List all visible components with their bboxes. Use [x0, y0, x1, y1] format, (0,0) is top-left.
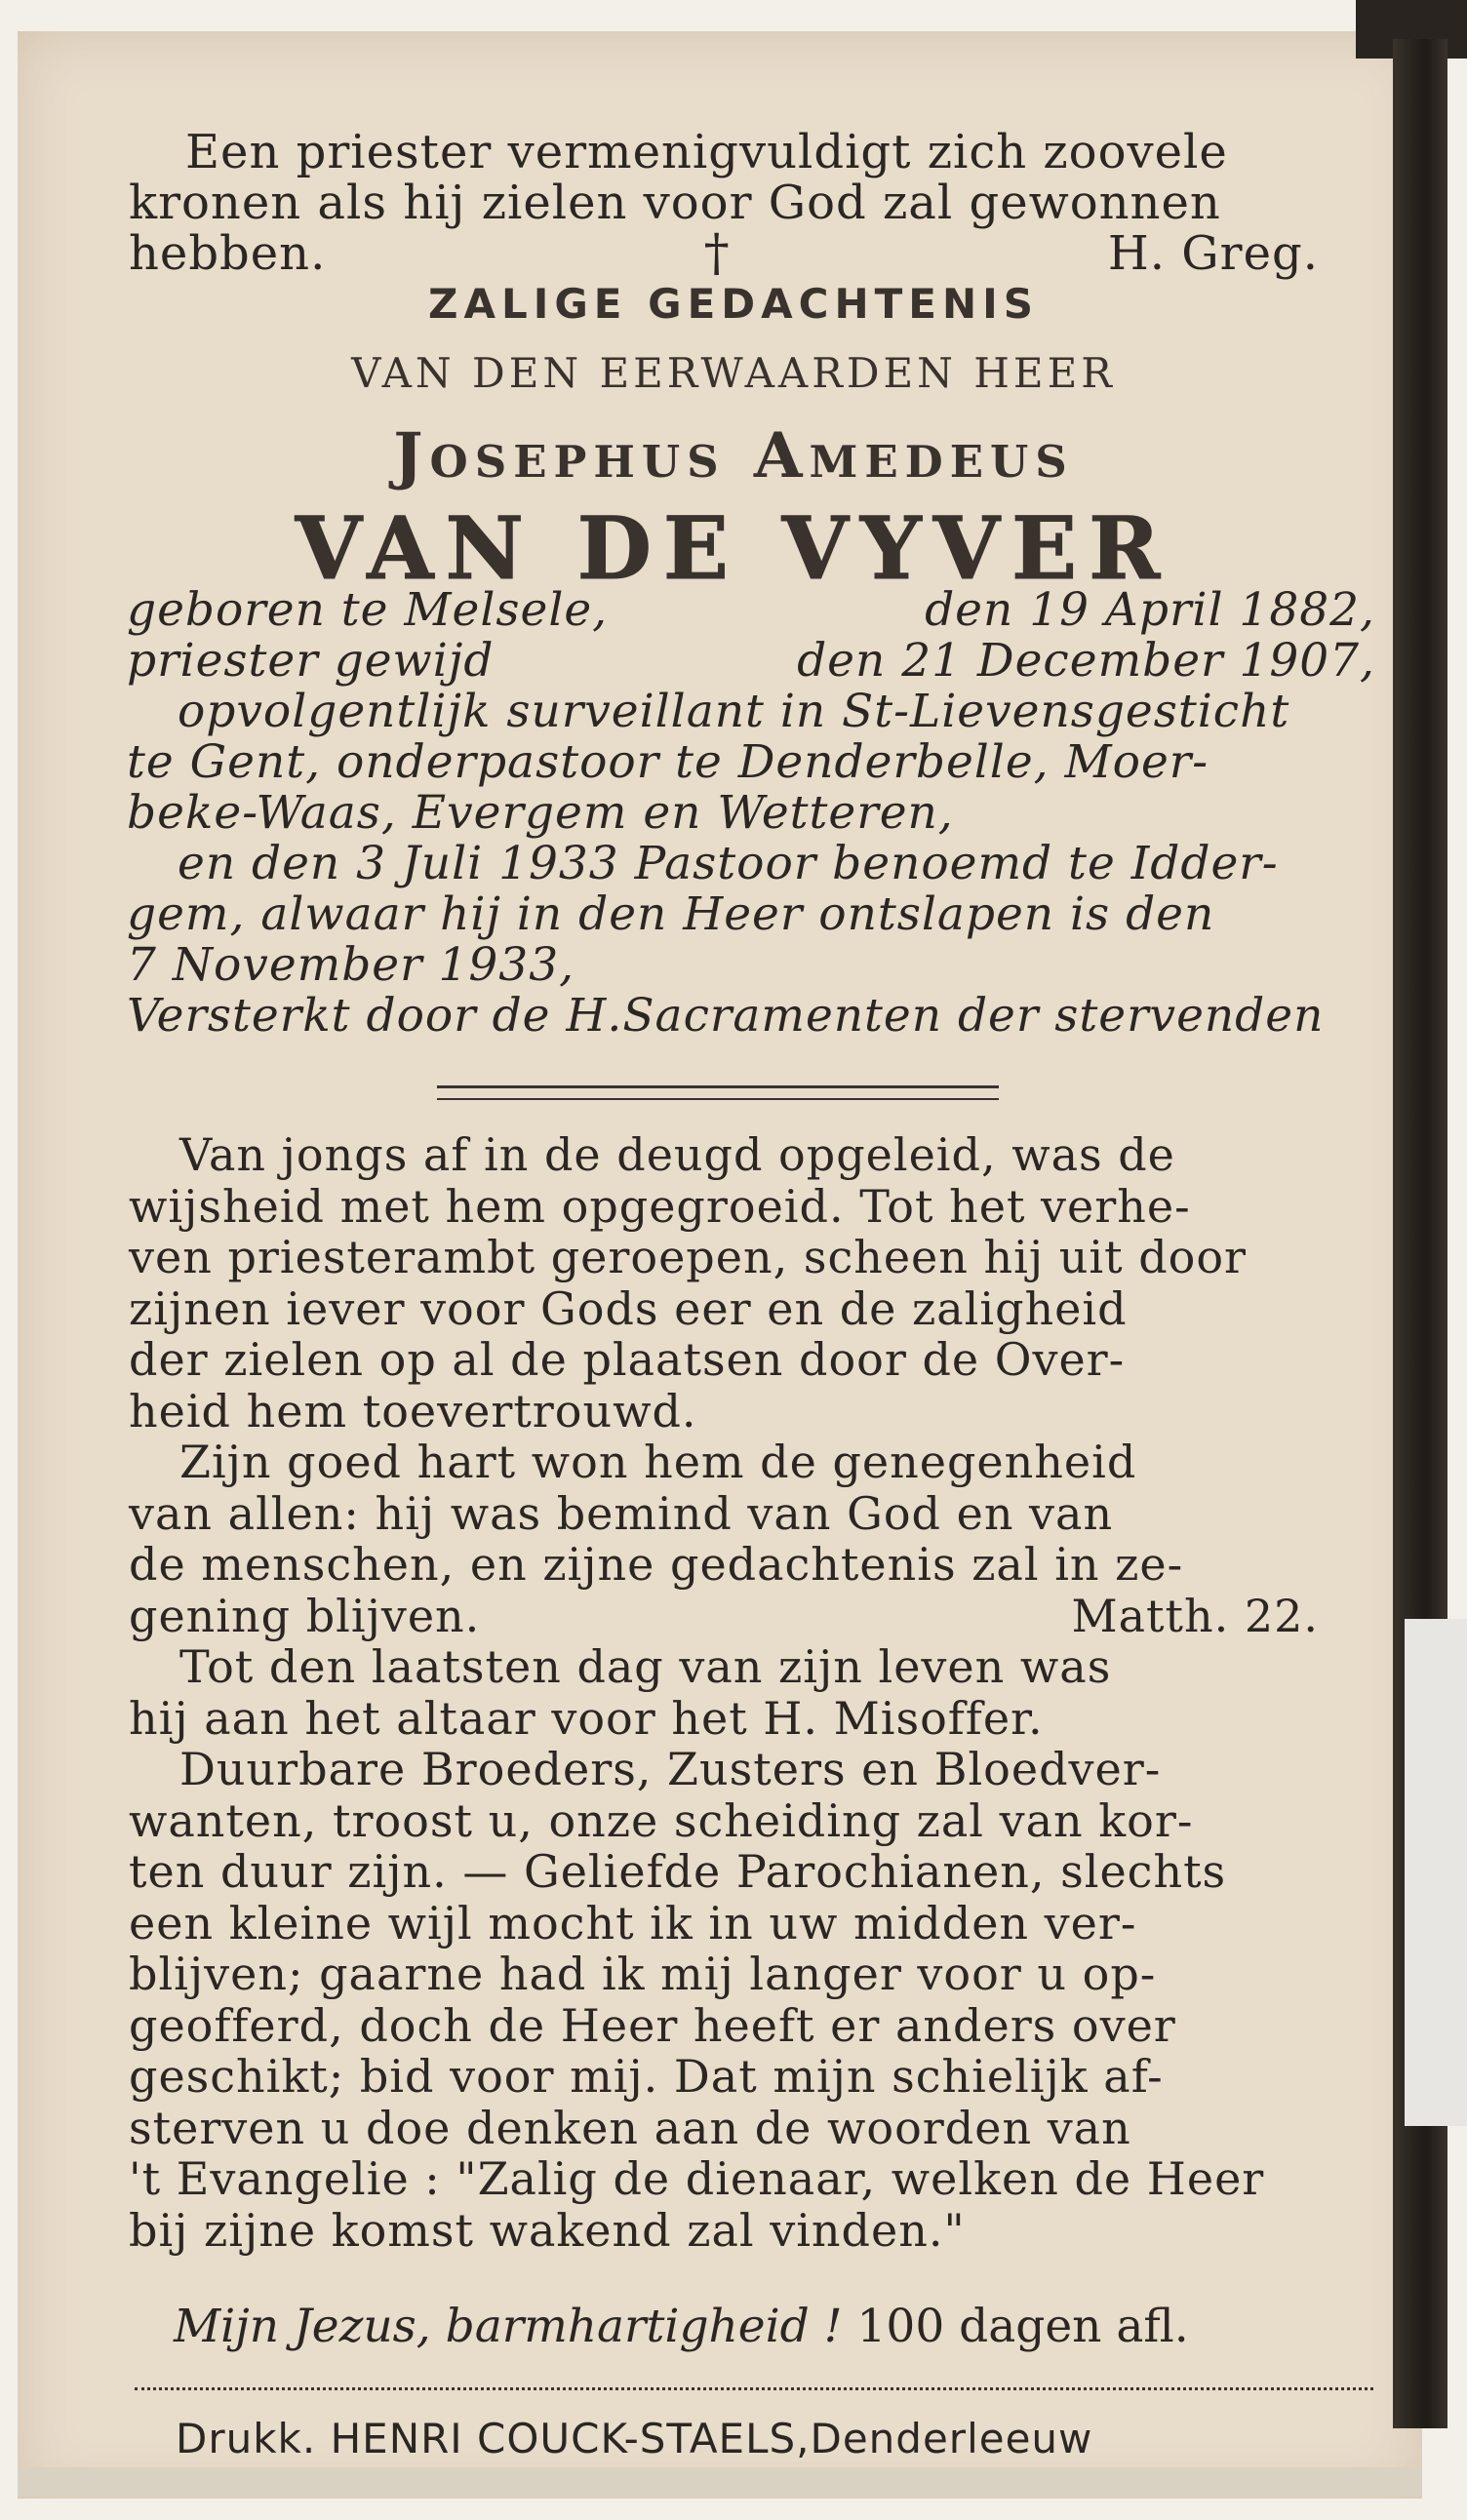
- ordination-label: priester gewijd: [127, 634, 495, 688]
- bio-line: 7 November 1933,: [127, 938, 575, 992]
- ordination-date: den 21 December 1907,: [797, 634, 1375, 688]
- ordination-line: [127, 636, 1375, 687]
- eulogy: [129, 1129, 1387, 2256]
- body-line: ven priesterambt geroepen, scheen hij uit door: [129, 1231, 1248, 1283]
- bio-line: Versterkt door de H.Sacramenten der stervenden: [127, 989, 1325, 1043]
- body-line: Van jongs af in de deugd opgeleid, was de: [179, 1128, 1175, 1181]
- first-names: Josephus Amedeus: [393, 419, 1074, 492]
- bio-line: opvolgentlijk surveillant in St-Lievensgesticht: [178, 685, 1290, 738]
- closing-prayer: [174, 2300, 1189, 2353]
- bio-line: gem, alwaar hij in den Heer ontslapen is den: [127, 887, 1215, 941]
- card-title: ZALIGE GEDACHTENIS: [427, 280, 1039, 328]
- body-line: gening blijven.: [129, 1589, 481, 1642]
- scripture-line: [129, 1591, 1319, 1642]
- birth-date: den 19 April 1882,: [925, 583, 1375, 637]
- body-line: bij zijne komst wakend zal vinden.": [129, 2203, 966, 2257]
- body-line: van allen: hij was bemind van God en van: [129, 1486, 1114, 1540]
- body-line: Tot den laatsten dag van zijn leven was: [179, 1640, 1112, 1693]
- body-line: Duurbare Broeders, Zusters en Bloedver-: [179, 1743, 1162, 1795]
- quote-line: kronen als hij zielen voor God zal gewonnen: [129, 176, 1221, 230]
- body-line: blijven; gaarne had ik mij langer voor u op-: [129, 1948, 1157, 2000]
- body-line: geofferd, doch de Heer heeft er anders over: [129, 1998, 1176, 2052]
- body-line: sterven u doe denken aan de woorden van: [129, 2101, 1131, 2154]
- quote-line: Een priester vermenigvuldigt zich zoovele: [185, 125, 1228, 179]
- body-line: een kleine wijl mocht ik in uw midden ver-: [129, 1896, 1137, 1949]
- indulgence-text: 100 dagen afl.: [856, 2300, 1189, 2353]
- body-line: hij aan het altaar voor het H. Misoffer.: [129, 1691, 1044, 1745]
- quote-line: hebben.: [129, 226, 327, 281]
- cross-icon: †: [703, 224, 731, 283]
- bio-line: beke-Waas, Evergem en Wetteren,: [127, 786, 954, 840]
- scripture-reference: Matth. 22.: [1071, 1589, 1319, 1642]
- body-line: de menschen, en zijne gedachtenis zal in ze-: [129, 1538, 1184, 1591]
- body-line: der zielen op al de plaatsen door de Over-: [129, 1333, 1126, 1386]
- body-line: wanten, troost u, onze scheiding zal van kor-: [129, 1793, 1194, 1847]
- card-subtitle: VAN DEN EERWAARDEN HEER: [351, 349, 1116, 397]
- quote-attribution: H. Greg.: [1107, 226, 1319, 281]
- prayer-text: Mijn Jezus, barmhartigheid !: [174, 2300, 843, 2353]
- bottom-edge: [18, 2467, 1422, 2497]
- divider: [437, 1085, 999, 1100]
- surname: VAN DE VYVER: [295, 497, 1172, 599]
- body-line: ten duur zijn. — Geliefde Parochianen, slechts: [129, 1845, 1227, 1898]
- body-line: 't Evangelie : "Zalig de dienaar, welken de Heer: [129, 2152, 1265, 2205]
- quote-last-line: [129, 224, 1319, 283]
- body-line: geschikt; bid voor mij. Dat mijn schielijk af-: [129, 2050, 1164, 2103]
- birth-place: geboren te Melsele,: [127, 583, 609, 637]
- bio-line: te Gent, onderpastoor te Denderbelle, Moer-: [127, 735, 1209, 789]
- body-line: zijnen iever voor Gods eer en de zaligheid: [129, 1281, 1128, 1335]
- body-line: Zijn goed hart won hem de genegenheid: [179, 1436, 1137, 1488]
- body-line: heid hem toevertrouwd.: [129, 1384, 697, 1437]
- printer-imprint: Drukk. HENRI COUCK-STAELS,Denderleeuw: [176, 2415, 1093, 2462]
- bio-line: en den 3 Juli 1933 Pastoor benoemd te Idder-: [178, 837, 1279, 890]
- body-line: wijsheid met hem opgegroeid. Tot het verhe-: [129, 1179, 1191, 1233]
- opening-quote: [129, 125, 1387, 283]
- torn-edge: [1405, 1619, 1467, 2126]
- birth-line: [127, 585, 1375, 636]
- biography: [127, 585, 1385, 1042]
- dotted-divider: [135, 2387, 1373, 2390]
